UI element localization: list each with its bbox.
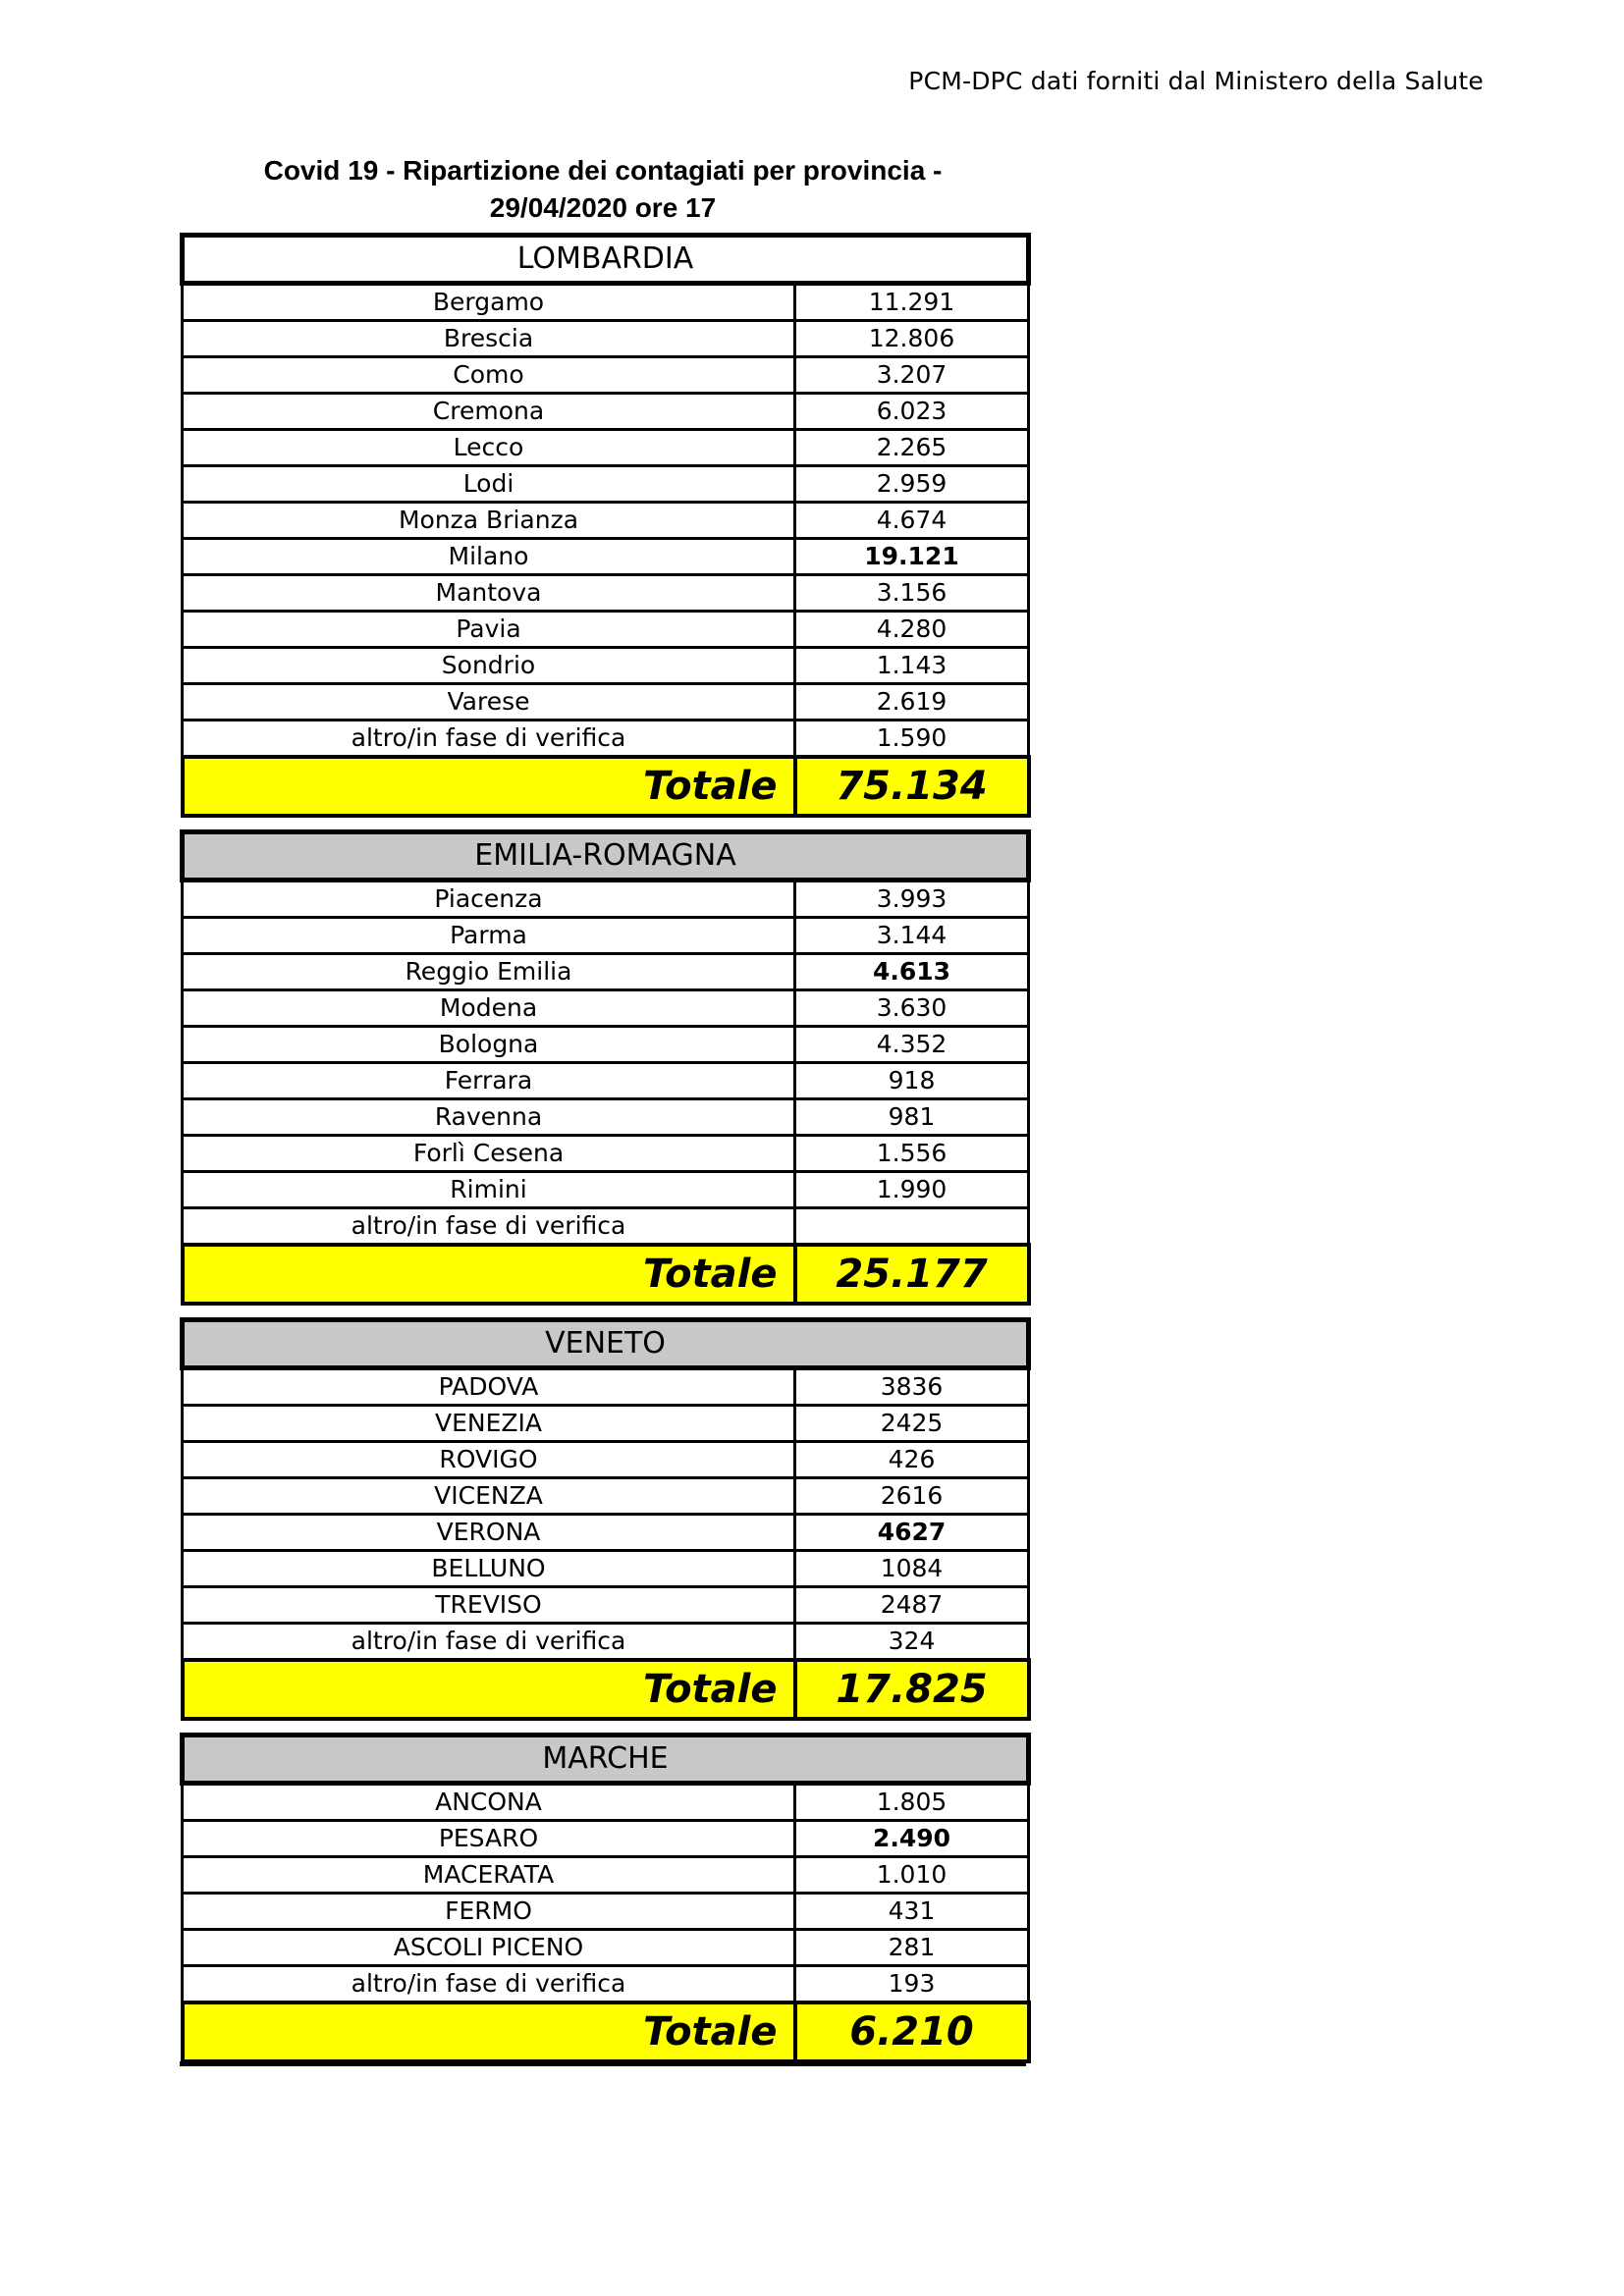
table-row: [183, 1894, 1029, 1930]
total-row: [183, 1245, 1029, 1304]
table-row: [183, 1478, 1029, 1515]
province-name: Como: [183, 357, 795, 394]
province-name: Forlì Cesena: [183, 1136, 795, 1172]
case-count: 11.291: [795, 284, 1029, 321]
table-row: [183, 1172, 1029, 1208]
region-title: MARCHE: [183, 1735, 1029, 1784]
table-row: [183, 1027, 1029, 1063]
table-row: [183, 1857, 1029, 1894]
region-veneto: [180, 1317, 1026, 1721]
province-name: Pavia: [183, 612, 795, 648]
province-name: Milano: [183, 539, 795, 575]
case-count-max: 4.613: [795, 954, 1029, 990]
table-row: [183, 1966, 1029, 2003]
region-table: [180, 1317, 1031, 1721]
province-name: Lecco: [183, 430, 795, 466]
case-count: 2.619: [795, 684, 1029, 721]
title-line-1: Covid 19 - Ripartizione dei contagiati per provincia -: [263, 155, 943, 186]
case-count: 2.959: [795, 466, 1029, 503]
case-count-max: 4627: [795, 1515, 1029, 1551]
case-count: 4.280: [795, 612, 1029, 648]
total-row: [183, 1660, 1029, 1719]
table-row: [183, 1784, 1029, 1821]
table-row: [183, 612, 1029, 648]
table-row: [183, 1136, 1029, 1172]
table-row: [183, 648, 1029, 684]
case-count: 3.156: [795, 575, 1029, 612]
total-value: 17.825: [795, 1660, 1029, 1719]
province-name: Reggio Emilia: [183, 954, 795, 990]
province-name: ASCOLI PICENO: [183, 1930, 795, 1966]
case-count: 1.556: [795, 1136, 1029, 1172]
total-label: Totale: [183, 2002, 795, 2061]
table-row: [183, 466, 1029, 503]
province-name: altro/in fase di verifica: [183, 1208, 795, 1246]
case-count: 1.990: [795, 1172, 1029, 1208]
region-emilia-romagna: [180, 829, 1026, 1306]
table-row: [183, 954, 1029, 990]
table-row: [183, 1515, 1029, 1551]
table-row: [183, 990, 1029, 1027]
case-count: 1.805: [795, 1784, 1029, 1821]
case-count: 1.010: [795, 1857, 1029, 1894]
total-label: Totale: [183, 1245, 795, 1304]
province-name: Monza Brianza: [183, 503, 795, 539]
province-name: FERMO: [183, 1894, 795, 1930]
regions-container: [180, 233, 1026, 2078]
case-count: 1084: [795, 1551, 1029, 1587]
total-row: [183, 2002, 1029, 2061]
table-row: [183, 357, 1029, 394]
province-name: Modena: [183, 990, 795, 1027]
table-row: [183, 575, 1029, 612]
region-title: EMILIA-ROMAGNA: [183, 832, 1029, 881]
case-count: [795, 1208, 1029, 1246]
province-name: BELLUNO: [183, 1551, 795, 1587]
region-table: [180, 233, 1031, 818]
total-value: 25.177: [795, 1245, 1029, 1304]
province-name: VENEZIA: [183, 1406, 795, 1442]
table-row: [183, 1099, 1029, 1136]
province-name: Cremona: [183, 394, 795, 430]
province-name: Brescia: [183, 321, 795, 357]
case-count: 918: [795, 1063, 1029, 1099]
case-count: 3.993: [795, 881, 1029, 918]
region-lombardia: [180, 233, 1026, 818]
region-table: [180, 829, 1031, 1306]
province-name: Lodi: [183, 466, 795, 503]
total-label: Totale: [183, 1660, 795, 1719]
table-row: [183, 1063, 1029, 1099]
province-name: TREVISO: [183, 1587, 795, 1624]
case-count: 6.023: [795, 394, 1029, 430]
province-name: Rimini: [183, 1172, 795, 1208]
region-title: VENETO: [183, 1320, 1029, 1368]
province-name: VICENZA: [183, 1478, 795, 1515]
case-count-max: 2.490: [795, 1821, 1029, 1857]
case-count-max: 19.121: [795, 539, 1029, 575]
title-line-2: 29/04/2020 ore 17: [489, 192, 717, 223]
total-value: 75.134: [795, 757, 1029, 816]
case-count: 4.352: [795, 1027, 1029, 1063]
table-row: [183, 918, 1029, 954]
case-count: 1.143: [795, 648, 1029, 684]
case-count: 1.590: [795, 721, 1029, 758]
table-row: [183, 1442, 1029, 1478]
document-title: [180, 152, 1026, 227]
case-count: 2425: [795, 1406, 1029, 1442]
case-count: 193: [795, 1966, 1029, 2003]
province-name: Ferrara: [183, 1063, 795, 1099]
table-row: [183, 1368, 1029, 1406]
region-table: [180, 1733, 1031, 2063]
table-row: [183, 1821, 1029, 1857]
case-count: 3.144: [795, 918, 1029, 954]
bottom-rule: [180, 2061, 1026, 2066]
case-count: 431: [795, 1894, 1029, 1930]
table-row: [183, 721, 1029, 758]
total-label: Totale: [183, 757, 795, 816]
table-row: [183, 539, 1029, 575]
province-name: Piacenza: [183, 881, 795, 918]
table-row: [183, 430, 1029, 466]
table-row: [183, 1930, 1029, 1966]
table-row: [183, 1208, 1029, 1246]
case-count: 3836: [795, 1368, 1029, 1406]
province-name: VERONA: [183, 1515, 795, 1551]
case-count: 2.265: [795, 430, 1029, 466]
case-count: 324: [795, 1624, 1029, 1661]
table-row: [183, 881, 1029, 918]
case-count: 4.674: [795, 503, 1029, 539]
region-title: LOMBARDIA: [183, 236, 1029, 284]
case-count: 3.207: [795, 357, 1029, 394]
total-value: 6.210: [795, 2002, 1029, 2061]
case-count: 981: [795, 1099, 1029, 1136]
province-name: PADOVA: [183, 1368, 795, 1406]
source-header: PCM-DPC dati forniti dal Ministero della Salute: [908, 67, 1484, 95]
total-row: [183, 757, 1029, 816]
table-row: [183, 503, 1029, 539]
province-name: PESARO: [183, 1821, 795, 1857]
case-count: 2487: [795, 1587, 1029, 1624]
province-name: ROVIGO: [183, 1442, 795, 1478]
case-count: 281: [795, 1930, 1029, 1966]
province-name: Ravenna: [183, 1099, 795, 1136]
case-count: 426: [795, 1442, 1029, 1478]
province-name: Bologna: [183, 1027, 795, 1063]
region-marche: [180, 1733, 1026, 2066]
table-row: [183, 1406, 1029, 1442]
province-name: Sondrio: [183, 648, 795, 684]
province-name: altro/in fase di verifica: [183, 1624, 795, 1661]
province-name: altro/in fase di verifica: [183, 1966, 795, 2003]
case-count: 12.806: [795, 321, 1029, 357]
table-row: [183, 1551, 1029, 1587]
table-row: [183, 684, 1029, 721]
table-row: [183, 394, 1029, 430]
table-row: [183, 321, 1029, 357]
province-name: ANCONA: [183, 1784, 795, 1821]
province-name: Parma: [183, 918, 795, 954]
table-row: [183, 284, 1029, 321]
case-count: 3.630: [795, 990, 1029, 1027]
province-name: Mantova: [183, 575, 795, 612]
case-count: 2616: [795, 1478, 1029, 1515]
table-row: [183, 1624, 1029, 1661]
province-name: Varese: [183, 684, 795, 721]
province-name: altro/in fase di verifica: [183, 721, 795, 758]
province-name: Bergamo: [183, 284, 795, 321]
province-name: MACERATA: [183, 1857, 795, 1894]
table-row: [183, 1587, 1029, 1624]
